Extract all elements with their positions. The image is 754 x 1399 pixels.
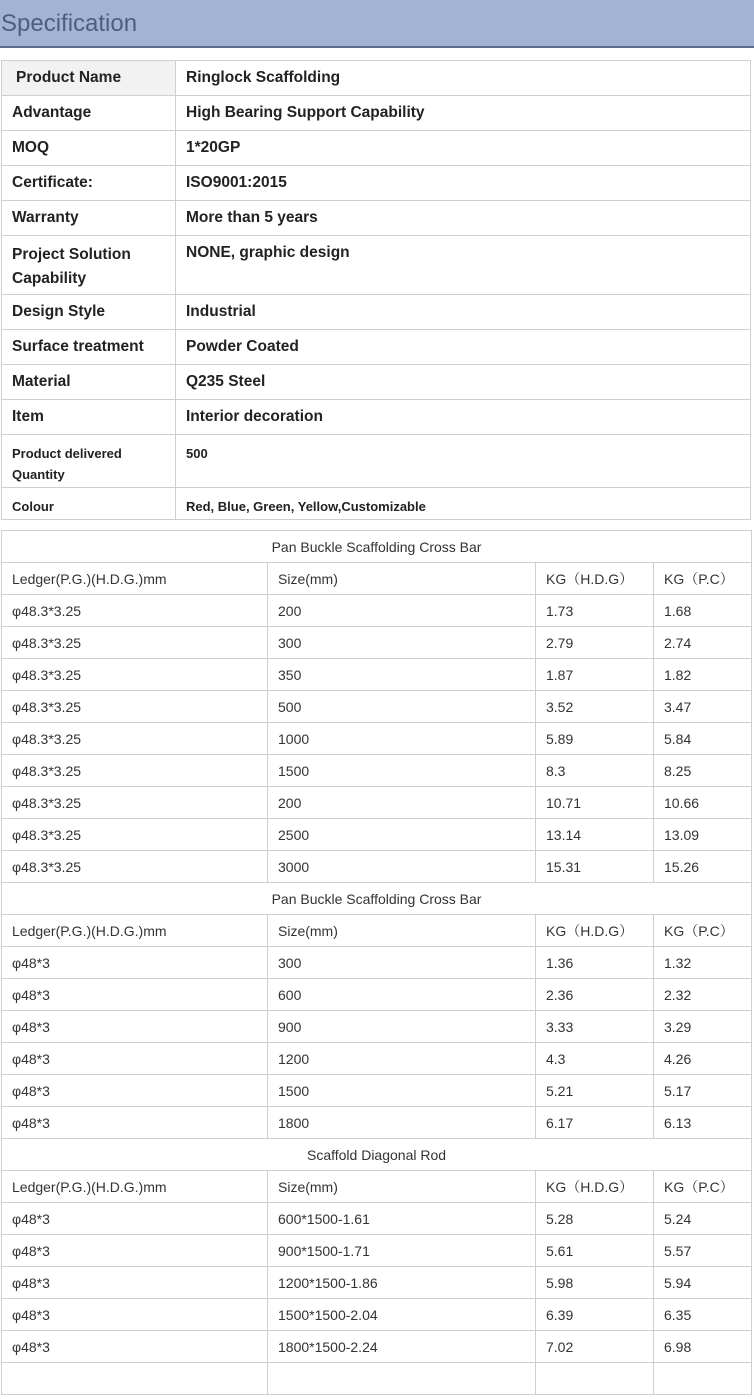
table-cell: 8.25 [654,755,752,787]
column-header: Ledger(P.G.)(H.D.G.)mm [2,1171,268,1203]
table-cell: 13.14 [536,819,654,851]
table-cell: 6.98 [654,1331,752,1363]
table-row [2,627,752,659]
spec-value: Q235 Steel [176,365,751,400]
table-cell: 2.74 [654,627,752,659]
table-row [2,691,752,723]
table-cell: 5.21 [536,1075,654,1107]
page-header [0,0,754,48]
spec-row [2,236,751,295]
table-cell: φ48*3 [2,1235,268,1267]
table-cell: 5.89 [536,723,654,755]
spec-row [2,488,751,520]
table-row [2,1203,752,1235]
spec-key: Material [2,365,176,400]
table-header-row [2,915,752,947]
table-cell: 2.79 [536,627,654,659]
table-cell: 900*1500-1.71 [268,1235,536,1267]
table-cell: 5.57 [654,1235,752,1267]
spec-row [2,400,751,435]
column-header: KG（P.C） [654,563,752,595]
table-cell: 3000 [268,851,536,883]
spec-key: MOQ [2,131,176,166]
table-cell: 1500 [268,1075,536,1107]
table-cell: 15.31 [536,851,654,883]
spec-value: 1*20GP [176,131,751,166]
table-cell: 2.32 [654,979,752,1011]
table-row [2,1267,752,1299]
table-cell: 1000 [268,723,536,755]
table-cell: 5.94 [654,1267,752,1299]
table-row [2,851,752,883]
table-cell: 900 [268,1011,536,1043]
table-cell: φ48.3*3.25 [2,851,268,883]
table-cell: 5.61 [536,1235,654,1267]
spec-row [2,201,751,236]
table-cell: 1200 [268,1043,536,1075]
table-cell: φ48.3*3.25 [2,723,268,755]
table-cell: φ48.3*3.25 [2,595,268,627]
table-caption: Pan Buckle Scaffolding Cross Bar [2,531,752,563]
table-cell: 13.09 [654,819,752,851]
spec-key: Project Solution Capability [2,236,176,295]
table-cell: 7.02 [536,1331,654,1363]
spec-row [2,365,751,400]
spec-value: Red, Blue, Green, Yellow,Customizable [176,488,751,520]
table-cell: 10.66 [654,787,752,819]
column-header: KG（P.C） [654,915,752,947]
table-cell: 1.32 [654,947,752,979]
spec-key: Product Name [2,61,176,96]
table-cell: φ48.3*3.25 [2,787,268,819]
table-cell: φ48*3 [2,979,268,1011]
table-cell: 600*1500-1.61 [268,1203,536,1235]
table-row [2,1235,752,1267]
table-row [2,947,752,979]
table-cell: 1800 [268,1107,536,1139]
table-cell: 300 [268,947,536,979]
spec-value: Interior decoration [176,400,751,435]
table-cell: φ48*3 [2,1331,268,1363]
spec-value: High Bearing Support Capability [176,96,751,131]
table-row [2,819,752,851]
spec-key: Certificate: [2,166,176,201]
spec-row [2,330,751,365]
table-cell: 6.13 [654,1107,752,1139]
table-row [2,1363,752,1395]
table-cell: 350 [268,659,536,691]
table-cell: 4.3 [536,1043,654,1075]
table-cell: 3.33 [536,1011,654,1043]
table-caption-row [2,531,752,563]
table-cell: φ48.3*3.25 [2,627,268,659]
column-header: Size(mm) [268,563,536,595]
table-row [2,1075,752,1107]
table-cell: 1500*1500-2.04 [268,1299,536,1331]
table-cell [2,1363,268,1395]
table-cell: 200 [268,595,536,627]
table-cell: 6.17 [536,1107,654,1139]
spec-row [2,96,751,131]
column-header: Ledger(P.G.)(H.D.G.)mm [2,915,268,947]
table-row [2,979,752,1011]
column-header: KG（P.C） [654,1171,752,1203]
table-row [2,1011,752,1043]
table-caption-row [2,1139,752,1171]
table-cell: φ48.3*3.25 [2,755,268,787]
table-cell: 3.29 [654,1011,752,1043]
table-cell: 1.82 [654,659,752,691]
spec-row [2,295,751,330]
table-cell: 500 [268,691,536,723]
table-cell: 10.71 [536,787,654,819]
table-row [2,595,752,627]
spec-row [2,61,751,96]
spec-key: Colour [2,488,176,520]
table-cell: 3.52 [536,691,654,723]
spec-key: Warranty [2,201,176,236]
product-data-table [1,530,752,1395]
table-caption-row [2,883,752,915]
table-cell: 1800*1500-2.24 [268,1331,536,1363]
table-header-row [2,1171,752,1203]
spec-value: Powder Coated [176,330,751,365]
table-cell: φ48*3 [2,1203,268,1235]
table-cell [536,1363,654,1395]
column-header: Ledger(P.G.)(H.D.G.)mm [2,563,268,595]
table-cell: φ48*3 [2,1299,268,1331]
table-cell: 2500 [268,819,536,851]
table-cell: 5.98 [536,1267,654,1299]
table-row [2,1107,752,1139]
spec-value: Ringlock Scaffolding [176,61,751,96]
table-row [2,659,752,691]
table-cell: 5.24 [654,1203,752,1235]
table-row [2,723,752,755]
specification-table [1,60,751,520]
table-caption: Scaffold Diagonal Rod [2,1139,752,1171]
table-cell: φ48.3*3.25 [2,659,268,691]
table-cell [654,1363,752,1395]
table-cell: 1.36 [536,947,654,979]
table-row [2,787,752,819]
table-cell: 1.87 [536,659,654,691]
table-cell: 6.39 [536,1299,654,1331]
table-cell: φ48*3 [2,947,268,979]
page-title: Specification [1,10,138,37]
table-cell: 1.73 [536,595,654,627]
table-row [2,1043,752,1075]
spec-value: ISO9001:2015 [176,166,751,201]
column-header: KG（H.D.G） [536,915,654,947]
table-cell: 5.84 [654,723,752,755]
table-row [2,755,752,787]
table-cell: 5.28 [536,1203,654,1235]
table-cell [268,1363,536,1395]
table-cell: φ48*3 [2,1011,268,1043]
spec-value: 500 [176,435,751,488]
table-cell: 15.26 [654,851,752,883]
table-cell: 600 [268,979,536,1011]
table-cell: 1.68 [654,595,752,627]
column-header: KG（H.D.G） [536,563,654,595]
table-row [2,1331,752,1363]
table-cell: 2.36 [536,979,654,1011]
spec-value: More than 5 years [176,201,751,236]
table-cell: 1200*1500-1.86 [268,1267,536,1299]
spec-value: NONE, graphic design [176,236,751,295]
column-header: KG（H.D.G） [536,1171,654,1203]
table-row [2,1299,752,1331]
table-cell: φ48.3*3.25 [2,819,268,851]
spec-row [2,166,751,201]
spec-key: Advantage [2,96,176,131]
table-cell: 1500 [268,755,536,787]
spec-key: Product delivered Quantity [2,435,176,488]
table-cell: φ48.3*3.25 [2,691,268,723]
column-header: Size(mm) [268,915,536,947]
spec-key: Item [2,400,176,435]
table-cell: 8.3 [536,755,654,787]
table-caption: Pan Buckle Scaffolding Cross Bar [2,883,752,915]
table-header-row [2,563,752,595]
table-cell: 4.26 [654,1043,752,1075]
column-header: Size(mm) [268,1171,536,1203]
spec-value: Industrial [176,295,751,330]
table-cell: φ48*3 [2,1043,268,1075]
table-cell: 300 [268,627,536,659]
table-cell: φ48*3 [2,1075,268,1107]
table-cell: φ48*3 [2,1107,268,1139]
spec-key: Design Style [2,295,176,330]
spec-key: Surface treatment [2,330,176,365]
table-cell: φ48*3 [2,1267,268,1299]
spec-row [2,435,751,488]
table-cell: 5.17 [654,1075,752,1107]
table-cell: 6.35 [654,1299,752,1331]
table-cell: 3.47 [654,691,752,723]
table-cell: 200 [268,787,536,819]
spec-row [2,131,751,166]
